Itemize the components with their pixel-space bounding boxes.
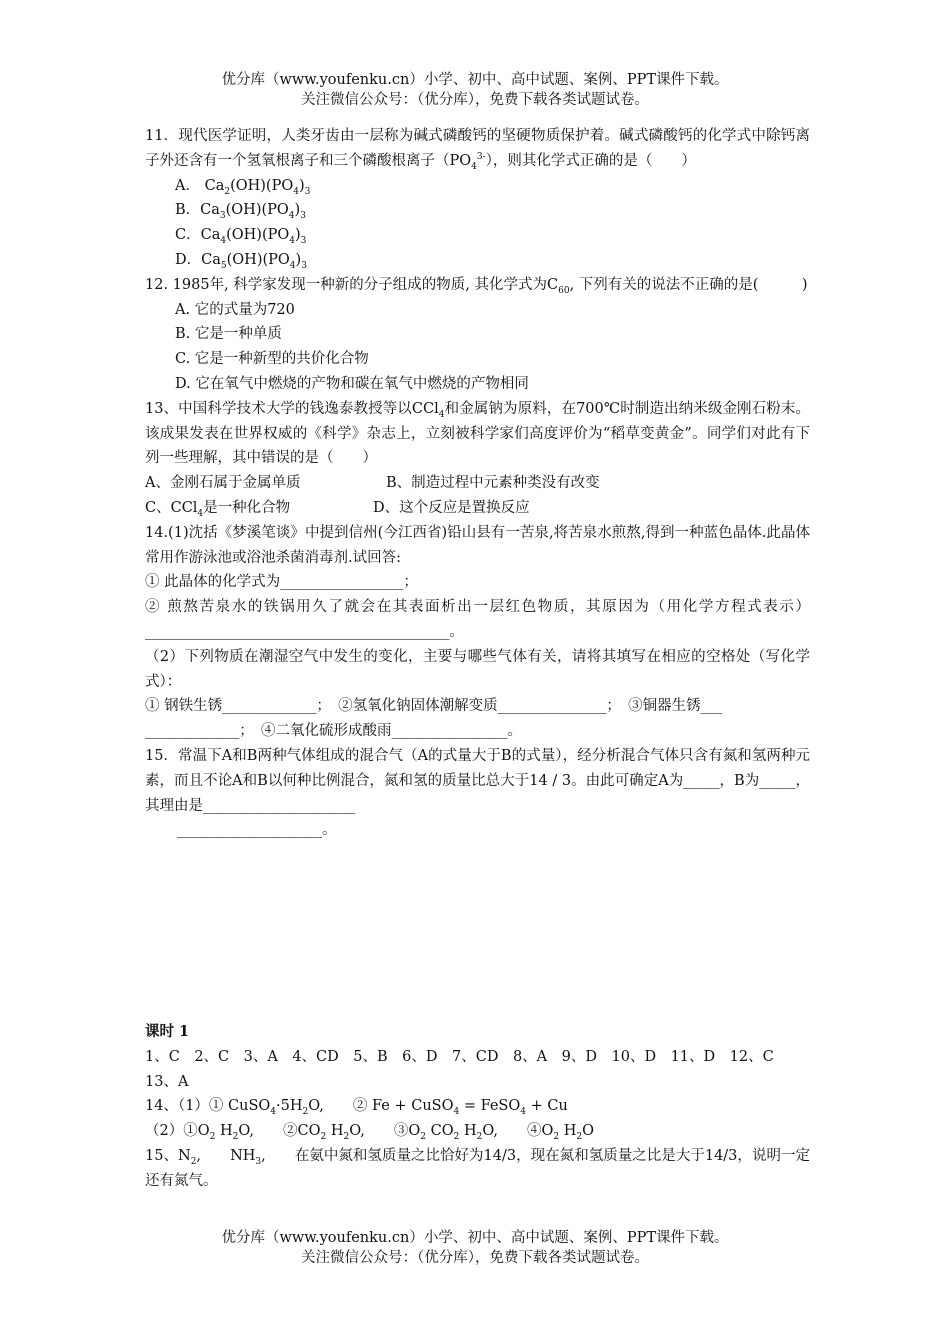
q11-option-b: B．$Ca_3(OH)(PO_4)_3$ bbox=[175, 202, 306, 222]
q14-item-1: ① 此晶体的化学式为_________________； bbox=[145, 574, 418, 591]
q13-option-b: B、制造过程中元素种类没有改变 bbox=[386, 475, 600, 492]
answer-row-2: 13、A bbox=[145, 1073, 189, 1090]
questions-body bbox=[145, 124, 810, 843]
q13-option-d: D、这个反应是置换反应 bbox=[373, 499, 530, 516]
q14-part-2: （2）下列物质在潮湿空气中发生的变化，主要与哪些气体有关，请将其填写在相应的空格处（写化学式）： bbox=[145, 648, 810, 690]
q12-option-d: D. 它在氧气中燃烧的产物和碳在氧气中燃烧的产物相同 bbox=[175, 375, 529, 392]
answer-row-1: 1、C 2、C 3、A 4、CD 5、B 6、D 7、CD 8、A 9、D 10、D 11、D 12、C bbox=[145, 1048, 774, 1065]
answer-title: 课时 1 bbox=[145, 1023, 190, 1040]
q15-tail: ____________________。 bbox=[177, 822, 337, 839]
answer-key bbox=[145, 1020, 810, 1194]
q12-stem: 12. 1985年, 科学家发现一种新的分子组成的物质, 其化学式为$C_{60}$, 下列有关的说法不正确的是( ) bbox=[145, 276, 808, 296]
q13-option-a: A、金刚石属于金属单质 bbox=[145, 475, 301, 492]
q11-option-d: D．$Ca_5(OH)(PO_4)_3$ bbox=[175, 251, 307, 271]
page-header bbox=[0, 70, 950, 110]
q12-option-a: A. 它的式量为720 bbox=[175, 301, 295, 318]
q13-options-cd bbox=[145, 496, 810, 521]
q11-option-c: C．$Ca_4(OH)(PO_4)_3$ bbox=[175, 227, 307, 247]
q13-option-c: C、CCl$_4$是一种化合物 bbox=[145, 499, 291, 519]
footer-line-1: 优分库（www.youfenku.cn）小学、初中、高中试题、案例、PPT课件下载。 bbox=[221, 1230, 729, 1246]
q14-fill-line-a: ① 钢铁生锈_____________； ②氢氧化钠固体潮解变质_______________； ③铜器生锈___ bbox=[145, 698, 723, 715]
q15-stem: 15．常温下A和B两种气体组成的混合气（A的式量大于B的式量），经分析混合气体只含有氮和氢两种元素，而且不论A和B以何种比例混合，氮和氢的质量比总大于14 / 3。由此可确定A为_____，B为_____，其理由是_____________________ bbox=[145, 747, 810, 814]
footer-line-2: 关注微信公众号：（优分库），免费下载各类试题试卷。 bbox=[301, 1250, 649, 1266]
header-line-2: 关注微信公众号：（优分库），免费下载各类试题试卷。 bbox=[301, 92, 649, 108]
answer-15: 15、$N_2$, $NH_3$, 在氨中氮和氢质量之比恰好为14/3，现在氮和氢质量之比是大于14/3，说明一定还有氮气。 bbox=[145, 1147, 811, 1189]
answer-14-part-1: 14、（1）① $CuSO_4\cdot 5H_2O$, ② Fe + CuSO$_4$ = FeSO$_4$ + Cu bbox=[145, 1098, 568, 1118]
q12-option-c: C. 它是一种新型的共价化合物 bbox=[175, 351, 369, 368]
q14-item-2: ② 煎熬苦泉水的铁锅用久了就会在其表面析出一层红色物质，其原因为（用化学方程式表示）__________________________________________。 bbox=[145, 599, 810, 640]
header-line-1: 优分库（www.youfenku.cn）小学、初中、高中试题、案例、PPT课件下载。 bbox=[221, 72, 729, 88]
answer-14-part-2: $(2)①O_2$ $H_2O$, $②CO_2$ $H_2O$, $③O_2$ $CO_2$ $H_2O$, $④O_2$ $H_2O$ bbox=[145, 1123, 595, 1143]
q14-stem: 14.(1)沈括《梦溪笔谈》中提到信州(今江西省)铅山县有一苦泉,将苦泉水煎熬,得到一种蓝色晶体.此晶体常用作游泳池或浴池杀菌消毒剂.试回答: bbox=[145, 524, 810, 566]
q12-option-b: B. 它是一种单质 bbox=[175, 326, 282, 343]
page-footer bbox=[0, 1228, 950, 1268]
q11-option-a: A． $Ca_2(OH)(PO_4)_3$ bbox=[175, 177, 311, 197]
q13-options-ab bbox=[145, 471, 810, 496]
q11-stem: 11．现代医学证明，人类牙齿由一层称为碱式磷酸钙的坚硬物质保护着。碱式磷酸钙的化学式中除钙离子外还含有一个氢氧根离子和三个磷酸根离子$(PO_4^{3-})$，则其化学式正确的是（ ） bbox=[145, 128, 810, 172]
q13-stem: 13、中国科学技术大学的钱逸泰教授等以CCl$_4$和金属钠为原料，在700℃时制造出纳米级金刚石粉末。该成果发表在世界权威的《科学》杂志上，立刻被科学家们高度评价为“稻草变黄金”。同学们对此有下列一些理解，其中错误的是（ ） bbox=[145, 400, 810, 467]
q14-fill-line-b: _____________； ④二氧化硫形成酸雨________________。 bbox=[145, 723, 522, 740]
